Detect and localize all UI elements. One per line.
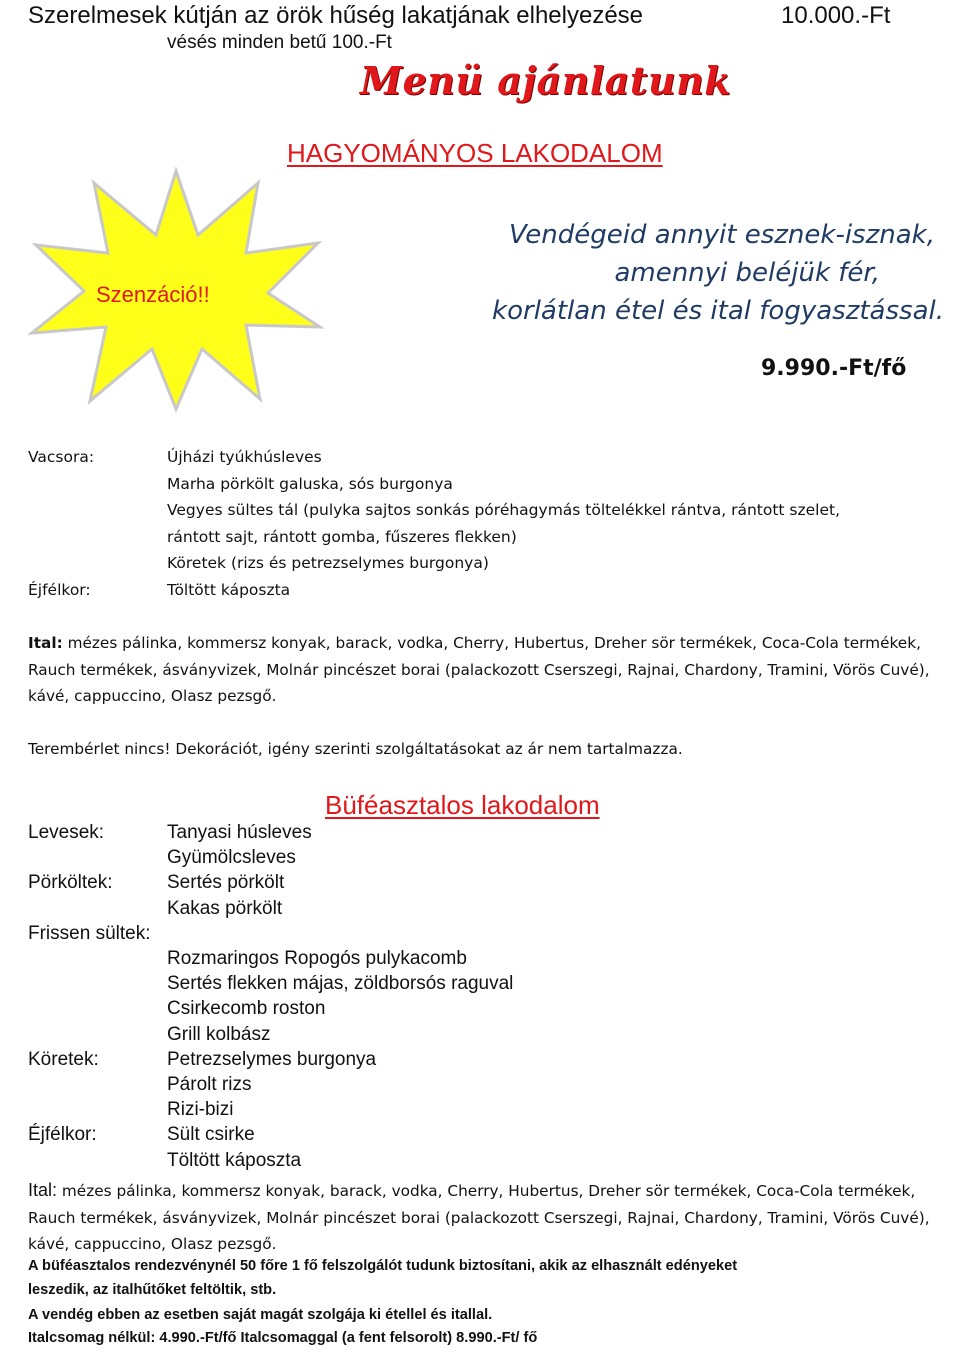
buffet-category-label: Levesek: [28,822,105,843]
drinks-paragraph [28,630,958,710]
padlock-price: 10.000.-Ft [781,2,891,29]
guests-line-2: amennyi beléjük fér, [614,258,880,288]
buffet-item: Gyümölcsleves [167,847,296,869]
buffet-category-label: Köretek: [28,1048,99,1070]
waiter-note-line-2: leszedik, az italhűtőket feltöltik, stb. [28,1282,277,1298]
buffet-item: Petrezselymes burgonya [167,1048,377,1070]
dinner-items [167,444,947,604]
waiter-note-line-1: A büféasztalos rendezvénynél 50 főre 1 fő felszolgálót tudunk biztosítani, akik az elhasznált edényeket [28,1258,738,1274]
buffet-item: Csirkecomb roston [167,998,326,1020]
dinner-item: Köretek (rizs és petrezselymes burgonya) [167,554,489,573]
dinner-item: Újházi tyúkhúsleves [167,448,322,466]
buffet-category-label: Frissen sültek: [28,922,151,944]
buffet-item: Sertés pörkölt [167,872,285,894]
buffet-drinks-label: Ital: [28,1180,58,1200]
dinner-item: Marha pörkölt galuska, sós burgonya [167,474,453,493]
buffet-item: Sült csirke [167,1124,255,1146]
dinner-label: Vacsora: [28,448,95,466]
buffet-item: Tanyasi húsleves [167,822,312,843]
no-room-fee-note: Terembérlet nincs! Dekorációt, igény szerinti szolgáltatásokat az ár nem tartalmazza. [28,740,683,758]
buffet-drinks-paragraph [28,1177,958,1258]
page-title: Szerelmesek kútján az örök hűség lakatjának elhelyezése [28,2,644,29]
buffet-item: Kakas pörkölt [167,897,283,919]
traditional-wedding-heading: HAGYOMÁNYOS LAKODALOM [287,138,663,168]
buffet-category-label: Éjfélkor: [28,1124,97,1146]
buffet-item: Sertés flekken májas, zöldborsós raguval [167,973,514,995]
midnight-item: Töltött káposzta [167,580,291,599]
menu-heading: Menü ajánlatunk [360,58,732,103]
guests-line-1: Vendégeid annyit esznek-isznak, [509,220,935,250]
buffet-item: Töltött káposzta [167,1149,302,1171]
dinner-item: Vegyes sültes tál (pulyka sajtos sonkás póréhagymás töltelékkel rántva, rántott szelet, [167,501,841,520]
buffet-wedding-heading: Büféasztalos lakodalom [325,790,600,820]
buffet-item: Rizi-bizi [167,1099,234,1121]
buffet-category-label: Pörköltek: [28,872,113,894]
engraving-price: vésés minden betű 100.-Ft [167,32,392,53]
midnight-label: Éjfélkor: [28,581,91,599]
dinner-item: rántott sajt, rántott gomba, fűszeres flekken) [167,527,517,546]
drinks-label: Ital: [28,634,63,652]
buffet-item: Grill kolbász [167,1023,271,1045]
drinks-list: mézes pálinka, kommersz konyak, barack, vodka, Cherry, Hubertus, Dreher sör termékek, Coca-Cola termékek, Rauch termékek, ásványvizek, Molnár pincészet borai (palackozott Cserszegi, Rajnai, Chardony, Tramini, Vörös Cuvé), kávé, cappuccino, Olasz pezsgő. [28,634,930,705]
buffet-drinks-list: mézes pálinka, kommersz konyak, barack, vodka, Cherry, Hubertus, Dreher sör termékek, Coca-Cola termékek, Rauch termékek, ásványvizek, Molnár pincészet borai (palackozott Cserszegi, Rajnai, Chardony, Tramini, Vörös Cuvé), kávé, cappuccino, Olasz pezsgő. [28,1182,930,1253]
self-service-note: A vendég ebben az esetben saját magát szolgája ki étellel és itallal. [28,1307,493,1323]
guests-line-3: korlátlan étel és ital fogyasztással. [492,296,944,326]
per-person-price: 9.990.-Ft/fő [761,356,907,381]
buffet-item: Párolt rizs [167,1074,252,1095]
buffet-item: Rozmaringos Ropogós pulykacomb [167,948,467,969]
sensation-label: Szenzáció!! [96,282,210,307]
package-prices: Italcsomag nélkül: 4.990.-Ft/fő Italcsomaggal (a fent felsorolt) 8.990.-Ft/ fő [28,1330,538,1346]
